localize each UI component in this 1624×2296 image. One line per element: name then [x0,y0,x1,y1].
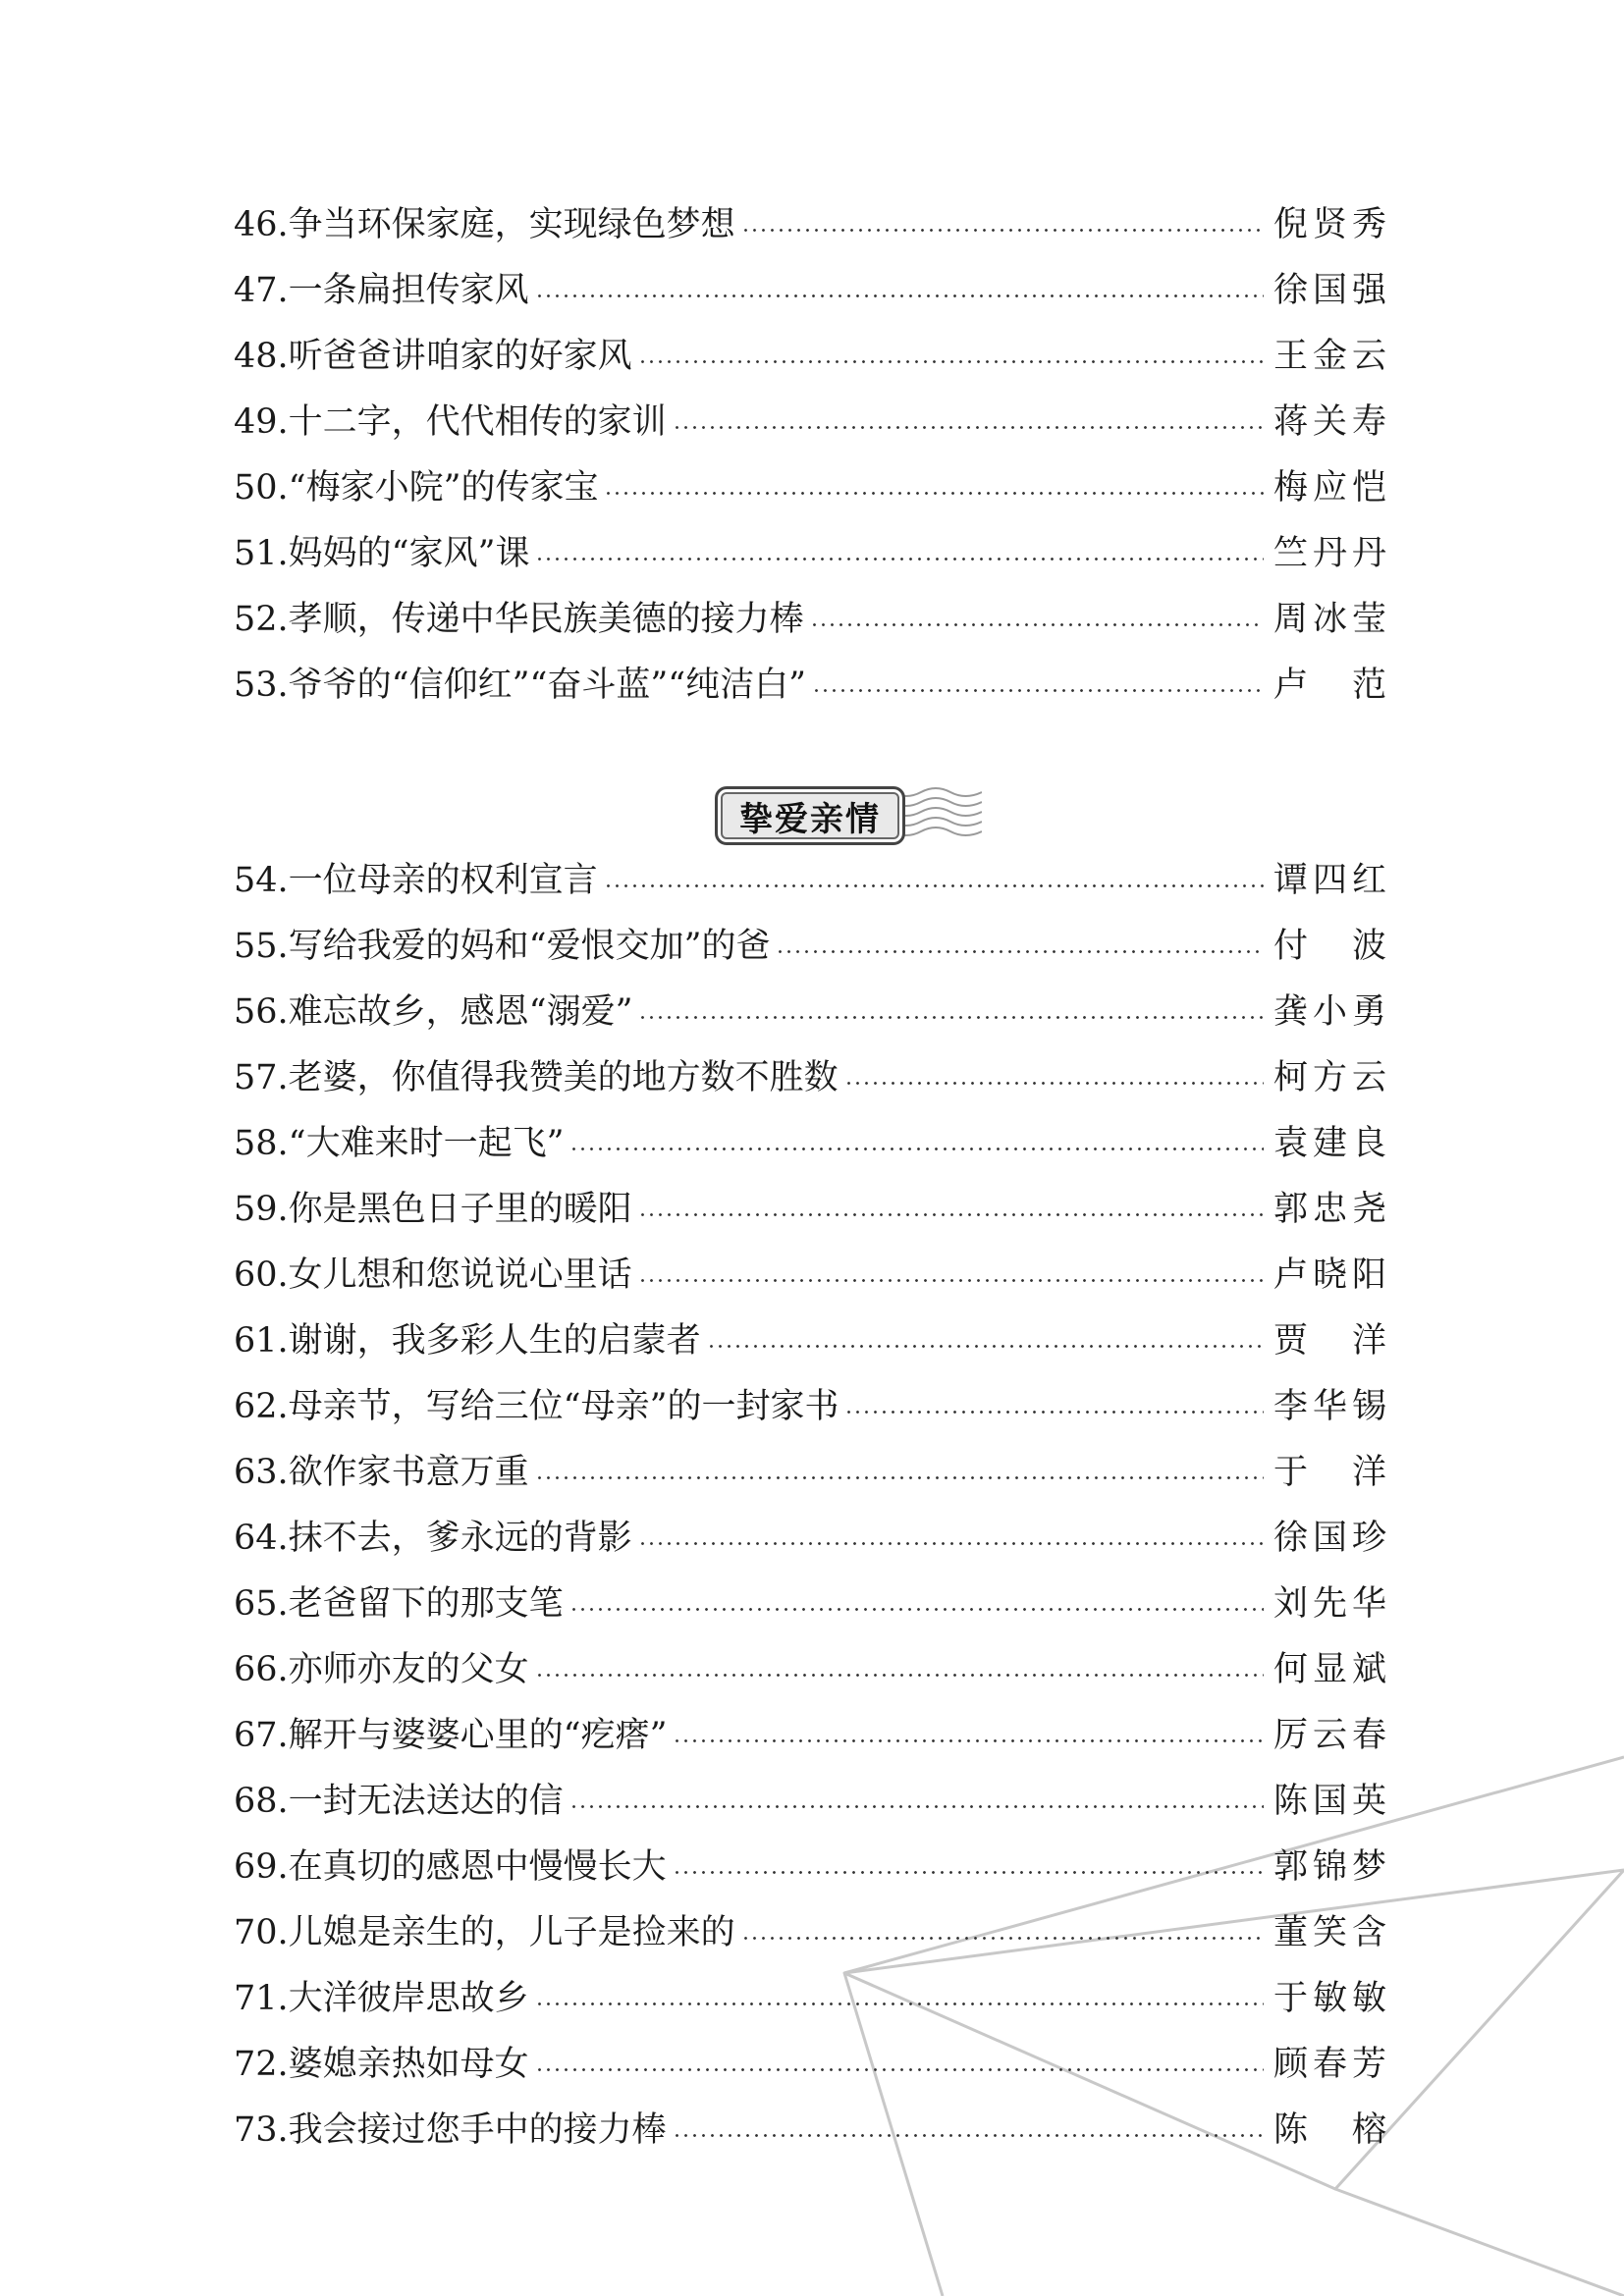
entry-author: 徐国强 [1273,271,1386,310]
dot-leader [638,1016,1264,1019]
toc-entry[interactable] [234,2098,1386,2163]
entry-author: 梅应恺 [1273,468,1386,507]
entry-number: 51. [234,534,289,573]
dot-leader [638,1213,1264,1216]
entry-title: “大难来时一起飞” [288,1124,565,1163]
toc-entry[interactable] [234,324,1386,389]
dot-leader [604,884,1264,887]
toc-entry[interactable] [234,2032,1386,2097]
entry-number: 69. [234,1847,289,1887]
toc-entry[interactable] [234,1637,1386,1702]
entry-number: 48. [234,337,289,376]
entry-author: 郭忠尧 [1273,1190,1386,1229]
entry-author: 顾春芳 [1273,2045,1386,2084]
toc-entry[interactable] [234,1900,1386,1965]
toc-entry[interactable] [234,1308,1386,1373]
entry-author: 于洋 [1273,1453,1386,1492]
toc-entry[interactable] [234,455,1386,520]
entry-author: 何显斌 [1273,1650,1386,1689]
toc-entry[interactable] [234,1703,1386,1768]
dot-leader [535,1674,1264,1677]
toc-entry[interactable] [234,1506,1386,1571]
dot-leader [569,1805,1264,1808]
dot-leader [535,2002,1264,2005]
dot-leader [535,558,1264,561]
entry-number: 73. [234,2110,289,2150]
entry-number: 54. [234,861,289,900]
entry-number: 68. [234,1782,289,1821]
entry-number: 52. [234,600,289,639]
entry-number: 61. [234,1321,289,1361]
entry-author: 卢范 [1273,666,1386,705]
dot-leader [810,623,1264,626]
dot-leader [844,1411,1264,1414]
entry-number: 46. [234,205,289,244]
toc-entry[interactable] [234,1177,1386,1242]
toc-entry[interactable] [234,587,1386,652]
entry-title: 听爸爸讲咱家的好家风 [288,337,632,376]
dot-leader [569,1608,1264,1611]
dot-leader [844,1082,1264,1085]
entry-title: 欲作家书意万重 [288,1453,529,1492]
toc-entry[interactable] [234,1835,1386,1899]
dot-leader [535,1476,1264,1479]
dot-leader [604,492,1264,495]
entry-number: 60. [234,1255,289,1295]
dot-leader [569,1148,1264,1150]
entry-author: 厉云春 [1273,1716,1386,1755]
dot-leader [673,1739,1264,1742]
toc-entry[interactable] [234,914,1386,979]
toc-entry[interactable] [234,653,1386,718]
entry-author: 蒋关寿 [1273,402,1386,442]
dot-leader [638,1542,1264,1545]
entry-author: 袁建良 [1273,1124,1386,1163]
entry-author: 陈国英 [1273,1782,1386,1821]
entry-title: 女儿想和您说说心里话 [288,1255,632,1295]
toc-entry[interactable] [234,848,1386,913]
entry-author: 李华锡 [1273,1387,1386,1426]
toc-entry[interactable] [234,1374,1386,1439]
entry-title: 一位母亲的权利宣言 [288,861,598,900]
entry-number: 67. [234,1716,289,1755]
entry-title: 一条扁担传家风 [288,271,529,310]
entry-title: 一封无法送达的信 [288,1782,564,1821]
entry-author: 谭四红 [1273,861,1386,900]
dot-leader [673,426,1264,429]
entry-number: 70. [234,1913,289,1952]
entry-author: 卢晓阳 [1273,1255,1386,1295]
entry-title: 爷爷的“信仰红”“奋斗蓝”“纯洁白” [288,666,807,705]
dot-leader [673,1871,1264,1874]
entry-author: 倪贤秀 [1273,205,1386,244]
entry-author: 于敏敏 [1273,1979,1386,2018]
entry-title: 孝顺，传递中华民族美德的接力棒 [288,600,804,639]
dot-leader [776,950,1264,953]
entry-title: 争当环保家庭，实现绿色梦想 [288,205,735,244]
entry-number: 65. [234,1584,289,1624]
toc-entry[interactable] [234,1769,1386,1834]
toc-entry[interactable] [234,192,1386,257]
dot-leader [638,360,1264,363]
toc-entry[interactable] [234,1572,1386,1636]
entry-title: “梅家小院”的传家宝 [288,468,599,507]
entry-number: 63. [234,1453,289,1492]
dot-leader [812,689,1264,692]
entry-number: 56. [234,992,289,1032]
dot-leader [535,294,1264,297]
entry-number: 71. [234,1979,289,2018]
toc-entry[interactable] [234,1045,1386,1110]
toc-entry[interactable] [234,1440,1386,1505]
toc-entry[interactable] [234,258,1386,323]
entry-author: 董笑含 [1273,1913,1386,1952]
toc-entry[interactable] [234,1243,1386,1308]
entry-title: 妈妈的“家风”课 [288,534,530,573]
entry-author: 徐国珍 [1273,1519,1386,1558]
toc-entry[interactable] [234,390,1386,454]
entry-title: 你是黑色日子里的暖阳 [288,1190,632,1229]
dot-leader [673,2134,1264,2137]
entry-title: 十二字，代代相传的家训 [288,402,667,442]
entry-title: 亦师亦友的父女 [288,1650,529,1689]
entry-author: 陈榕 [1273,2110,1386,2150]
entry-title: 母亲节，写给三位“母亲”的一封家书 [288,1387,839,1426]
toc-entry[interactable] [234,1966,1386,2031]
toc-entry[interactable] [234,521,1386,586]
dot-leader [638,1279,1264,1282]
dot-leader [741,229,1264,232]
entry-author: 刘先华 [1273,1584,1386,1624]
entry-number: 72. [234,2045,289,2084]
entry-title: 抹不去，爹永远的背影 [288,1519,632,1558]
toc-entry[interactable] [234,1111,1386,1176]
section-header [715,780,982,849]
entry-number: 59. [234,1190,289,1229]
dot-leader [535,2068,1264,2071]
entry-title: 在真切的感恩中慢慢长大 [288,1847,667,1887]
entry-author: 郭锦梦 [1273,1847,1386,1887]
entry-number: 66. [234,1650,289,1689]
entry-number: 55. [234,927,289,966]
entry-number: 64. [234,1519,289,1558]
entry-title: 婆媳亲热如母女 [288,2045,529,2084]
entry-author: 贾洋 [1273,1321,1386,1361]
entry-author: 龚小勇 [1273,992,1386,1032]
entry-author: 竺丹丹 [1273,534,1386,573]
entry-author: 王金云 [1273,337,1386,376]
section-title: 挚爱亲情 [715,786,905,845]
entry-author: 周冰莹 [1273,600,1386,639]
entry-title: 难忘故乡，感恩“溺爱” [288,992,633,1032]
entry-number: 62. [234,1387,289,1426]
toc-entry[interactable] [234,980,1386,1044]
entry-title: 儿媳是亲生的，儿子是捡来的 [288,1913,735,1952]
entry-number: 58. [234,1124,289,1163]
entry-title: 大洋彼岸思故乡 [288,1979,529,2018]
entry-number: 49. [234,402,289,442]
entry-title: 我会接过您手中的接力棒 [288,2110,667,2150]
entry-number: 47. [234,271,289,310]
dot-leader [707,1345,1264,1348]
entry-title: 谢谢，我多彩人生的启蒙者 [288,1321,701,1361]
entry-title: 解开与婆婆心里的“疙瘩” [288,1716,668,1755]
entry-author: 柯方云 [1273,1058,1386,1097]
entry-title: 写给我爱的妈和“爱恨交加”的爸 [288,927,771,966]
entry-author: 付波 [1273,927,1386,966]
entry-number: 57. [234,1058,289,1097]
entry-number: 53. [234,666,289,705]
entry-title: 老爸留下的那支笔 [288,1584,564,1624]
entry-title: 老婆，你值得我赞美的地方数不胜数 [288,1058,839,1097]
entry-number: 50. [234,468,289,507]
dot-leader [741,1937,1264,1940]
